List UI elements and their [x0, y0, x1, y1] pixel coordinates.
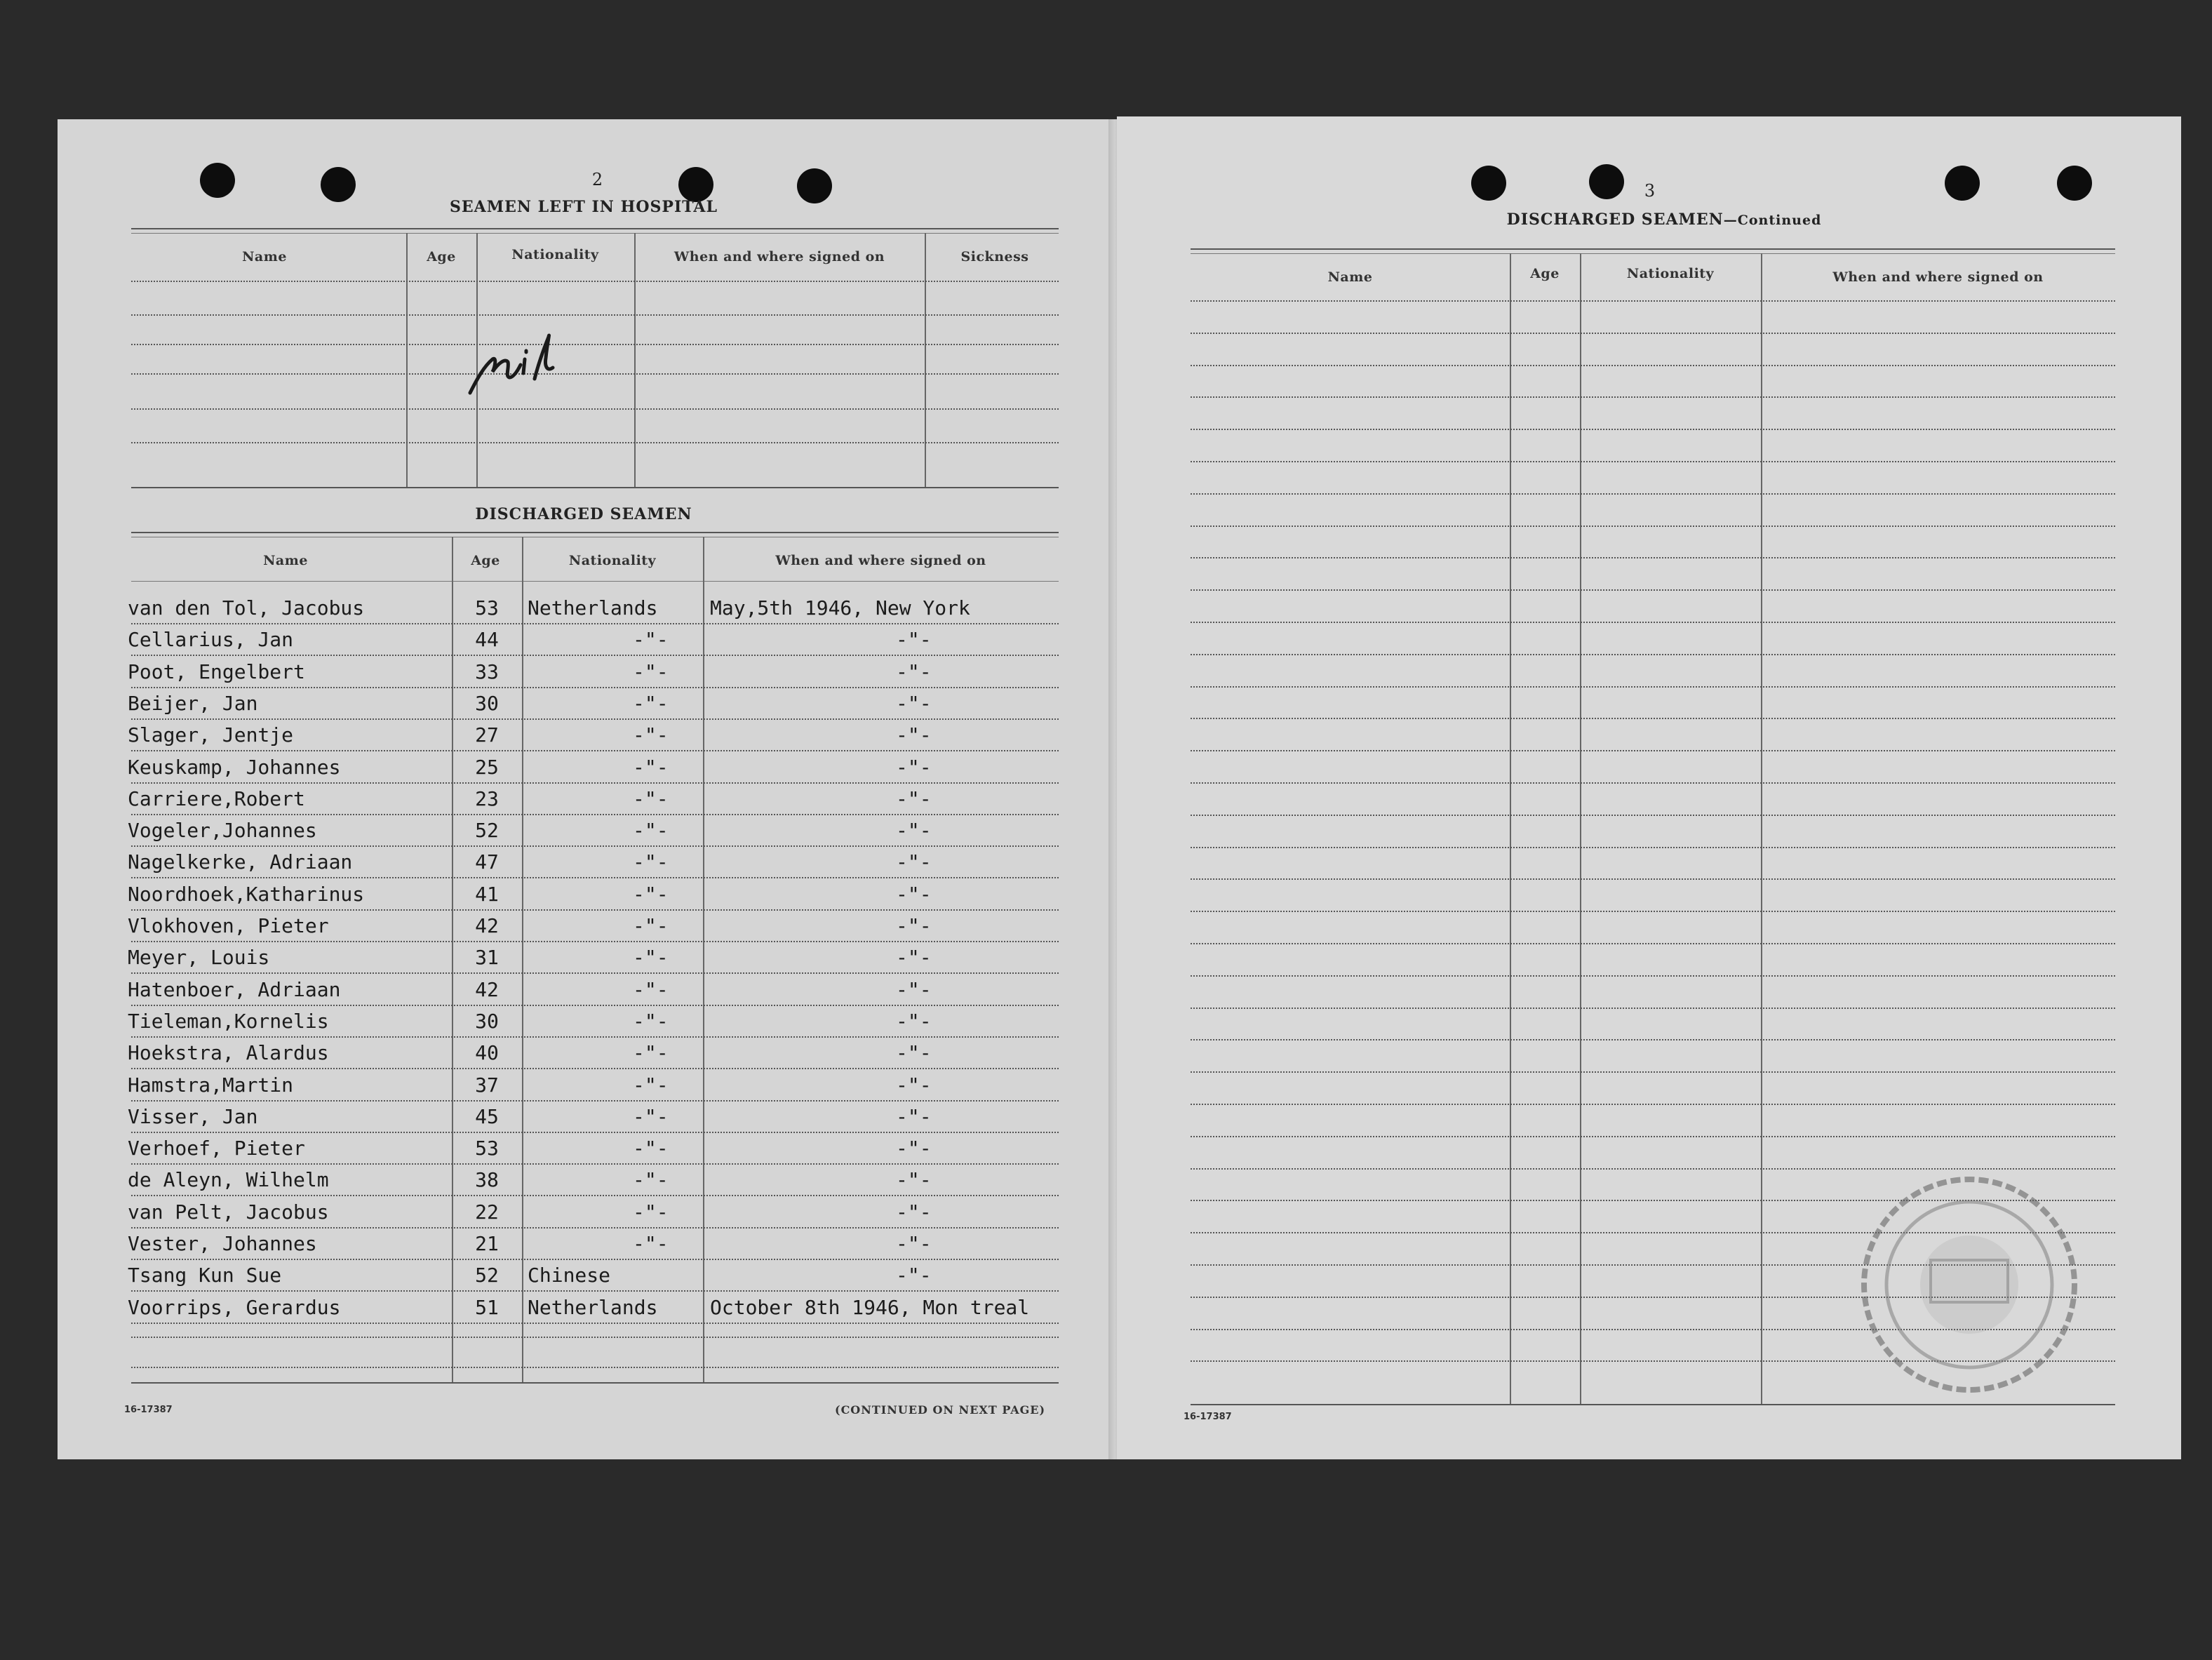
- table-rule: [131, 314, 1059, 316]
- seaman-signed-on: -"-: [896, 1232, 932, 1255]
- table-row: [128, 1264, 1061, 1292]
- punch-hole: [1471, 166, 1506, 201]
- seaman-age: 51: [475, 1296, 499, 1319]
- seaman-signed-on: -"-: [896, 660, 932, 683]
- table-row: [128, 819, 1061, 847]
- table-rule: [131, 877, 1059, 878]
- right-page: [1117, 116, 2181, 1459]
- table-rule: [131, 487, 1059, 488]
- table-rule: [131, 1382, 1059, 1384]
- seaman-age: 41: [475, 883, 499, 906]
- table-row: [128, 1105, 1061, 1133]
- table-rule: [1191, 396, 2115, 398]
- table-rule: [131, 1163, 1059, 1165]
- seaman-nationality: -"-: [633, 723, 669, 747]
- seaman-nationality: -"-: [633, 819, 669, 842]
- table-rule: [1191, 782, 2115, 784]
- table-rule: [131, 909, 1059, 911]
- table-rule: [131, 1132, 1059, 1133]
- seaman-signed-on: -"-: [896, 756, 932, 779]
- table-row: [128, 1073, 1061, 1102]
- table-rule: [131, 1100, 1059, 1102]
- table-row: [128, 1010, 1061, 1038]
- seaman-nationality: -"-: [633, 914, 669, 937]
- seaman-age: 25: [475, 756, 499, 779]
- seaman-name: Cellarius, Jan: [128, 628, 294, 651]
- seaman-name: Poot, Engelbert: [128, 660, 305, 683]
- seaman-name: Hoekstra, Alardus: [128, 1041, 329, 1064]
- seaman-age: 37: [475, 1073, 499, 1097]
- continued-col-signed-on: When and where signed on: [1832, 269, 2044, 285]
- table-row: [128, 946, 1061, 974]
- seaman-signed-on: -"-: [896, 883, 932, 906]
- seaman-nationality: -"-: [633, 787, 669, 810]
- table-row: [128, 1200, 1061, 1229]
- seaman-name: Tsang Kun Sue: [128, 1264, 282, 1287]
- continued-col-age: Age: [1530, 266, 1560, 281]
- continued-col-nationality: Nationality: [1626, 266, 1715, 281]
- seaman-name: Beijer, Jan: [128, 692, 258, 715]
- hospital-col-signed-on: When and where signed on: [673, 249, 885, 265]
- seaman-name: Vester, Johannes: [128, 1232, 317, 1255]
- hospital-col-sickness: Sickness: [960, 249, 1029, 265]
- seaman-signed-on: -"-: [896, 787, 932, 810]
- seaman-signed-on: -"-: [896, 850, 932, 873]
- table-rule: [1191, 815, 2115, 816]
- seaman-age: 52: [475, 819, 499, 842]
- table-rule: [131, 718, 1059, 720]
- table-rule: [1191, 589, 2115, 591]
- seaman-age: 42: [475, 978, 499, 1001]
- punch-hole: [1945, 166, 1980, 201]
- table-rule: [1191, 622, 2115, 623]
- table-rule: [1191, 1039, 2115, 1040]
- seaman-nationality: -"-: [633, 1041, 669, 1064]
- seaman-nationality: -"-: [633, 756, 669, 779]
- punch-hole: [321, 167, 356, 202]
- seaman-name: Verhoef, Pieter: [128, 1137, 305, 1160]
- seaman-age: 42: [475, 914, 499, 937]
- table-rule: [131, 1290, 1059, 1292]
- seaman-signed-on: -"-: [896, 1073, 932, 1097]
- seaman-name: Slager, Jentje: [128, 723, 294, 747]
- seaman-age: 47: [475, 850, 499, 873]
- seaman-age: 52: [475, 1264, 499, 1287]
- discharged-col-nationality: Nationality: [568, 553, 657, 568]
- table-rule: [1191, 1008, 2115, 1009]
- column-divider: [1761, 253, 1762, 1404]
- hospital-col-nationality: Nationality: [511, 247, 599, 262]
- table-rule: [131, 750, 1059, 751]
- hospital-col-name: Name: [242, 249, 287, 265]
- table-rule: [131, 581, 1059, 582]
- table-rule: [1191, 1071, 2115, 1073]
- table-rule: [131, 228, 1059, 229]
- table-row: [128, 1168, 1061, 1196]
- punch-hole: [678, 167, 713, 202]
- table-row: [128, 628, 1061, 656]
- table-row: [128, 596, 1061, 624]
- table-rule: [1191, 557, 2115, 558]
- seaman-signed-on: -"-: [896, 1010, 932, 1033]
- seaman-signed-on: -"-: [896, 946, 932, 969]
- seaman-nationality: -"-: [633, 850, 669, 873]
- table-row: [128, 692, 1061, 720]
- seaman-signed-on: -"-: [896, 692, 932, 715]
- seaman-signed-on: -"-: [896, 723, 932, 747]
- seaman-name: van Pelt, Jacobus: [128, 1200, 329, 1224]
- table-rule: [131, 281, 1059, 282]
- continued-col-name: Name: [1327, 269, 1373, 285]
- seaman-signed-on: -"-: [896, 914, 932, 937]
- left-page: [58, 119, 1117, 1459]
- seaman-nationality: -"-: [633, 1073, 669, 1097]
- table-rule: [131, 1367, 1059, 1368]
- seaman-nationality: -"-: [633, 1232, 669, 1255]
- table-rule: [131, 655, 1059, 656]
- seaman-age: 22: [475, 1200, 499, 1224]
- table-rule: [1191, 429, 2115, 430]
- table-rule: [1191, 248, 2115, 250]
- seaman-signed-on: -"-: [896, 978, 932, 1001]
- seaman-nationality: -"-: [633, 1010, 669, 1033]
- seaman-nationality: Netherlands: [528, 596, 658, 620]
- table-row: [128, 660, 1061, 688]
- column-divider: [925, 233, 926, 487]
- discharged-col-name: Name: [263, 553, 308, 568]
- punch-hole: [1589, 164, 1624, 199]
- handwritten-nil: [464, 316, 577, 407]
- seaman-nationality: -"-: [633, 978, 669, 1001]
- seaman-name: Tieleman,Kornelis: [128, 1010, 329, 1033]
- table-rule: [131, 687, 1059, 688]
- table-rule: [1191, 1404, 2115, 1405]
- seaman-name: Hatenboer, Adriaan: [128, 978, 341, 1001]
- table-rule: [1191, 253, 2115, 254]
- seaman-age: 33: [475, 660, 499, 683]
- table-row: [128, 978, 1061, 1006]
- table-rule: [131, 1259, 1059, 1260]
- hospital-section-title: SEAMEN LEFT IN HOSPITAL: [450, 198, 718, 216]
- page-number: 3: [1644, 181, 1656, 201]
- seaman-nationality: -"-: [633, 883, 669, 906]
- table-rule: [131, 972, 1059, 974]
- table-rule: [131, 1005, 1059, 1006]
- table-rule: [131, 373, 1059, 375]
- continued-section-title: [1468, 210, 1861, 229]
- seaman-name: Carriere,Robert: [128, 787, 305, 810]
- seaman-signed-on: -"-: [896, 1200, 932, 1224]
- seaman-signed-on: May,5th 1946, New York: [710, 596, 970, 620]
- seaman-signed-on: -"-: [896, 819, 932, 842]
- table-row: [128, 1232, 1061, 1260]
- punch-hole: [2057, 166, 2092, 201]
- seaman-name: Vogeler,Johannes: [128, 819, 317, 842]
- seaman-nationality: Netherlands: [528, 1296, 658, 1319]
- table-row: [128, 914, 1061, 942]
- seaman-name: Visser, Jan: [128, 1105, 258, 1128]
- seaman-age: 45: [475, 1105, 499, 1128]
- seaman-nationality: -"-: [633, 1137, 669, 1160]
- table-rule: [1191, 686, 2115, 688]
- table-rule: [1191, 461, 2115, 462]
- table-row: [128, 723, 1061, 751]
- seaman-nationality: -"-: [633, 1168, 669, 1191]
- table-rule: [131, 1337, 1059, 1338]
- seaman-name: Hamstra,Martin: [128, 1073, 294, 1097]
- table-rule: [131, 814, 1059, 815]
- seaman-age: 53: [475, 1137, 499, 1160]
- table-rule: [131, 344, 1059, 345]
- seaman-name: Vlokhoven, Pieter: [128, 914, 329, 937]
- table-rule: [131, 1323, 1059, 1324]
- table-rule: [131, 1068, 1059, 1069]
- table-rule: [131, 1036, 1059, 1038]
- seaman-signed-on: -"-: [896, 1105, 932, 1128]
- seaman-age: 53: [475, 596, 499, 620]
- column-divider: [634, 233, 636, 487]
- table-rule: [131, 408, 1059, 410]
- seaman-signed-on: -"-: [896, 1137, 932, 1160]
- seaman-nationality: -"-: [633, 946, 669, 969]
- table-row: [128, 756, 1061, 784]
- table-rule: [131, 233, 1059, 234]
- table-rule: [1191, 1104, 2115, 1105]
- table-rule: [131, 442, 1059, 443]
- seaman-signed-on: October 8th 1946, Mon treal: [710, 1296, 1030, 1319]
- table-row: [128, 1296, 1061, 1324]
- table-rule: [1191, 878, 2115, 880]
- table-rule: [1191, 750, 2115, 751]
- table-rule: [131, 1195, 1059, 1196]
- seaman-signed-on: -"-: [896, 1041, 932, 1064]
- seaman-signed-on: -"-: [896, 1264, 932, 1287]
- table-rule: [1191, 1136, 2115, 1137]
- column-divider: [1510, 253, 1511, 1404]
- table-row: [128, 787, 1061, 815]
- table-rule: [1191, 654, 2115, 655]
- seaman-name: Meyer, Louis: [128, 946, 270, 969]
- seaman-nationality: Chinese: [528, 1264, 611, 1287]
- discharged-section-title: DISCHARGED SEAMEN: [475, 505, 692, 523]
- table-rule: [1191, 526, 2115, 527]
- table-rule: [1191, 943, 2115, 944]
- table-rule: [131, 623, 1059, 624]
- seaman-nationality: -"-: [633, 660, 669, 683]
- seaman-age: 31: [475, 946, 499, 969]
- discharged-col-signed-on: When and where signed on: [775, 553, 986, 568]
- column-divider: [1580, 253, 1581, 1404]
- seaman-name: Noordhoek,Katharinus: [128, 883, 365, 906]
- title-main: DISCHARGED SEAMEN: [1506, 210, 1724, 229]
- hospital-col-age: Age: [427, 249, 456, 265]
- table-rule: [1191, 300, 2115, 302]
- discharged-col-age: Age: [471, 553, 500, 568]
- page-number: 2: [591, 170, 604, 189]
- seaman-name: Voorrips, Gerardus: [128, 1296, 341, 1319]
- seaman-signed-on: -"-: [896, 1168, 932, 1191]
- seaman-age: 30: [475, 692, 499, 715]
- punch-hole: [200, 163, 235, 198]
- seaman-name: van den Tol, Jacobus: [128, 596, 365, 620]
- seaman-age: 38: [475, 1168, 499, 1191]
- form-number: 16-17387: [124, 1405, 173, 1415]
- table-rule: [1191, 333, 2115, 334]
- continued-note: (CONTINUED ON NEXT PAGE): [835, 1403, 1046, 1417]
- seaman-age: 21: [475, 1232, 499, 1255]
- seaman-name: Nagelkerke, Adriaan: [128, 850, 353, 873]
- punch-hole: [797, 168, 832, 203]
- table-rule: [131, 845, 1059, 847]
- seaman-age: 27: [475, 723, 499, 747]
- title-suffix: —Continued: [1723, 213, 1822, 228]
- table-rule: [131, 941, 1059, 942]
- table-rule: [1191, 975, 2115, 977]
- official-stamp: [1854, 1169, 2085, 1400]
- seaman-nationality: -"-: [633, 628, 669, 651]
- column-divider: [406, 233, 408, 487]
- seaman-age: 23: [475, 787, 499, 810]
- table-row: [128, 1041, 1061, 1069]
- table-rule: [131, 532, 1059, 533]
- seaman-name: Keuskamp, Johannes: [128, 756, 341, 779]
- table-rule: [1191, 911, 2115, 912]
- seaman-name: de Aleyn, Wilhelm: [128, 1168, 329, 1191]
- seaman-signed-on: -"-: [896, 628, 932, 651]
- table-rule: [1191, 365, 2115, 366]
- seaman-nationality: -"-: [633, 1105, 669, 1128]
- table-row: [128, 850, 1061, 878]
- seaman-age: 40: [475, 1041, 499, 1064]
- table-row: [128, 883, 1061, 911]
- table-rule: [1191, 493, 2115, 495]
- table-rule: [131, 1227, 1059, 1229]
- table-rule: [1191, 847, 2115, 848]
- table-row: [128, 1137, 1061, 1165]
- seaman-age: 30: [475, 1010, 499, 1033]
- form-number: 16-17387: [1184, 1412, 1232, 1422]
- seaman-nationality: -"-: [633, 1200, 669, 1224]
- seaman-nationality: -"-: [633, 692, 669, 715]
- table-rule: [131, 782, 1059, 784]
- seaman-age: 44: [475, 628, 499, 651]
- table-rule: [1191, 718, 2115, 719]
